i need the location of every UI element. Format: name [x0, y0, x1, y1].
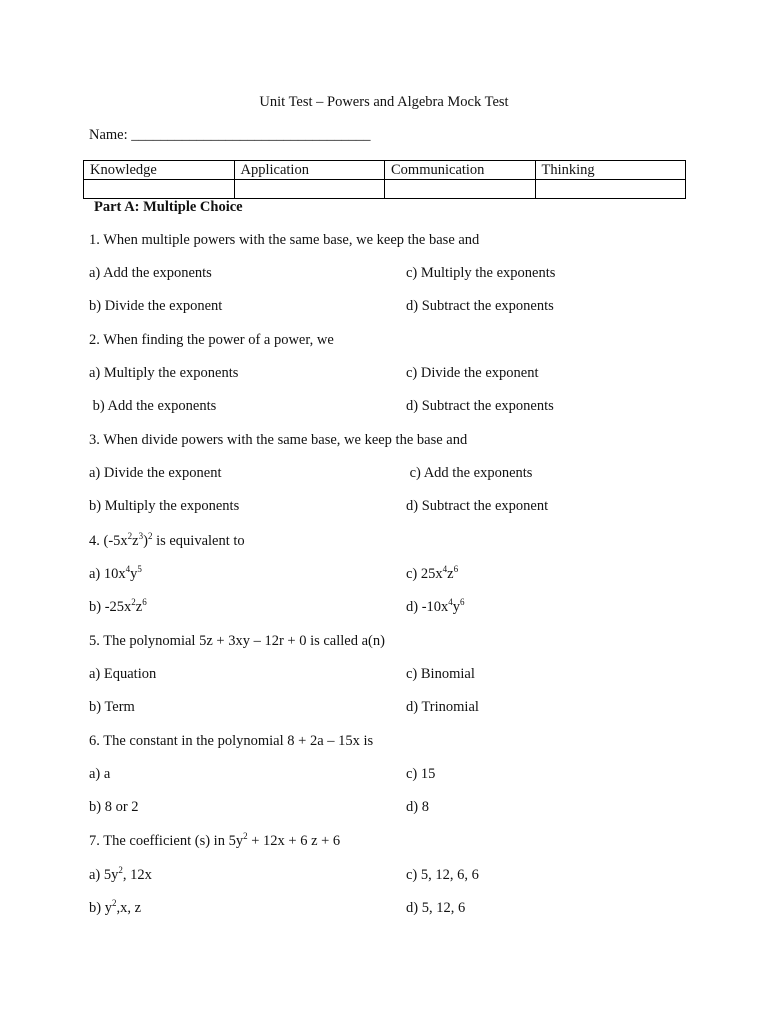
- exponent: 2: [127, 531, 133, 541]
- answer-option-b: [89, 899, 141, 917]
- exponent: 2: [118, 865, 123, 875]
- answer-option-d: d) 5, 12, 6: [406, 900, 466, 916]
- answer-option-c: [406, 565, 458, 583]
- exponent: 6: [142, 597, 147, 607]
- answer-option-c: c) Binomial: [406, 666, 475, 682]
- text-run: y: [452, 599, 461, 615]
- answer-option-a: a) Add the exponents: [89, 265, 212, 281]
- answer-option-b: [89, 598, 147, 616]
- exponent: 2: [147, 531, 153, 541]
- exponent: 3: [138, 531, 144, 541]
- answer-option-b: b) Divide the exponent: [89, 298, 223, 314]
- text-run: z: [132, 533, 139, 549]
- rubric-score-row: [84, 180, 686, 199]
- exponent: 5: [137, 564, 142, 574]
- answer-option-c: c) Multiply the exponents: [406, 265, 556, 281]
- rubric-score-application: [234, 180, 385, 199]
- question-stem: [89, 832, 340, 850]
- page-title: Unit Test – Powers and Algebra Mock Test: [259, 94, 509, 110]
- answer-option-c: c) Divide the exponent: [406, 365, 539, 381]
- answer-option-c: c) 15: [406, 766, 436, 782]
- answer-option-b: b) Term: [89, 699, 135, 715]
- exponent: 6: [460, 597, 465, 607]
- rubric-score-communication: [385, 180, 536, 199]
- rubric-header-communication: Communication: [385, 161, 536, 180]
- text-run: z: [447, 566, 454, 582]
- answer-option-d: [406, 598, 465, 616]
- text-run: b) -25x: [89, 599, 132, 615]
- rubric-header-knowledge: Knowledge: [84, 161, 235, 180]
- question-stem: 2. When finding the power of a power, we: [89, 332, 334, 348]
- rubric-header-row: [84, 161, 686, 180]
- answer-option-a: a) Equation: [89, 666, 157, 682]
- text-run: b) y: [89, 900, 112, 916]
- answer-option-a: a) a: [89, 766, 111, 782]
- question-stem: 3. When divide powers with the same base, we keep the base and: [89, 432, 468, 448]
- exponent: 2: [131, 597, 136, 607]
- question-stem: [89, 532, 245, 550]
- text-run: ,x, z: [116, 900, 142, 916]
- answer-option-d: d) Subtract the exponent: [406, 498, 549, 514]
- exponent: 2: [111, 898, 117, 908]
- text-run: a) 5y: [89, 867, 119, 883]
- exponent: 4: [125, 564, 131, 574]
- text-run: 4. (-5x: [89, 533, 128, 549]
- answer-option-a: a) Multiply the exponents: [89, 365, 239, 381]
- text-run: + 12x + 6 z + 6: [247, 833, 341, 849]
- text-run: y: [130, 566, 138, 582]
- exponent: 6: [453, 564, 459, 574]
- answer-option-b: b) 8 or 2: [89, 799, 139, 815]
- text-run: 7. The coefficient (s) in 5y: [89, 833, 244, 849]
- answer-option-c: c) Add the exponents: [406, 465, 533, 481]
- name-field-label: Name: _________________________________: [89, 127, 371, 143]
- answer-option-a: [89, 866, 152, 884]
- text-run: c) 25x: [406, 566, 443, 582]
- answer-option-d: d) 8: [406, 799, 429, 815]
- answer-option-d: d) Subtract the exponents: [406, 398, 554, 414]
- question-stem: 5. The polynomial 5z + 3xy – 12r + 0 is called a(n): [89, 633, 385, 649]
- rubric-header-thinking: Thinking: [535, 161, 686, 180]
- answer-option-b: b) Add the exponents: [89, 398, 217, 414]
- text-run: is equivalent to: [152, 533, 245, 549]
- exponent: 2: [243, 831, 248, 841]
- rubric-score-thinking: [535, 180, 686, 199]
- question-stem: 6. The constant in the polynomial 8 + 2a – 15x is: [89, 733, 374, 749]
- answer-option-d: d) Subtract the exponents: [406, 298, 554, 314]
- question-stem: 1. When multiple powers with the same base, we keep the base and: [89, 232, 480, 248]
- rubric-header-application: Application: [234, 161, 385, 180]
- rubric-table: [83, 160, 686, 199]
- answer-option-a: [89, 565, 142, 583]
- text-run: ): [143, 533, 148, 549]
- exponent: 4: [442, 564, 448, 574]
- rubric-score-knowledge: [84, 180, 235, 199]
- answer-option-a: a) Divide the exponent: [89, 465, 222, 481]
- section-heading: Part A: Multiple Choice: [94, 199, 243, 215]
- answer-option-c: c) 5, 12, 6, 6: [406, 867, 479, 883]
- answer-option-b: b) Multiply the exponents: [89, 498, 240, 514]
- exponent: 4: [448, 597, 453, 607]
- answer-option-d: d) Trinomial: [406, 699, 479, 715]
- text-run: z: [135, 599, 143, 615]
- text-run: d) -10x: [406, 599, 449, 615]
- text-run: , 12x: [122, 867, 152, 883]
- text-run: a) 10x: [89, 566, 126, 582]
